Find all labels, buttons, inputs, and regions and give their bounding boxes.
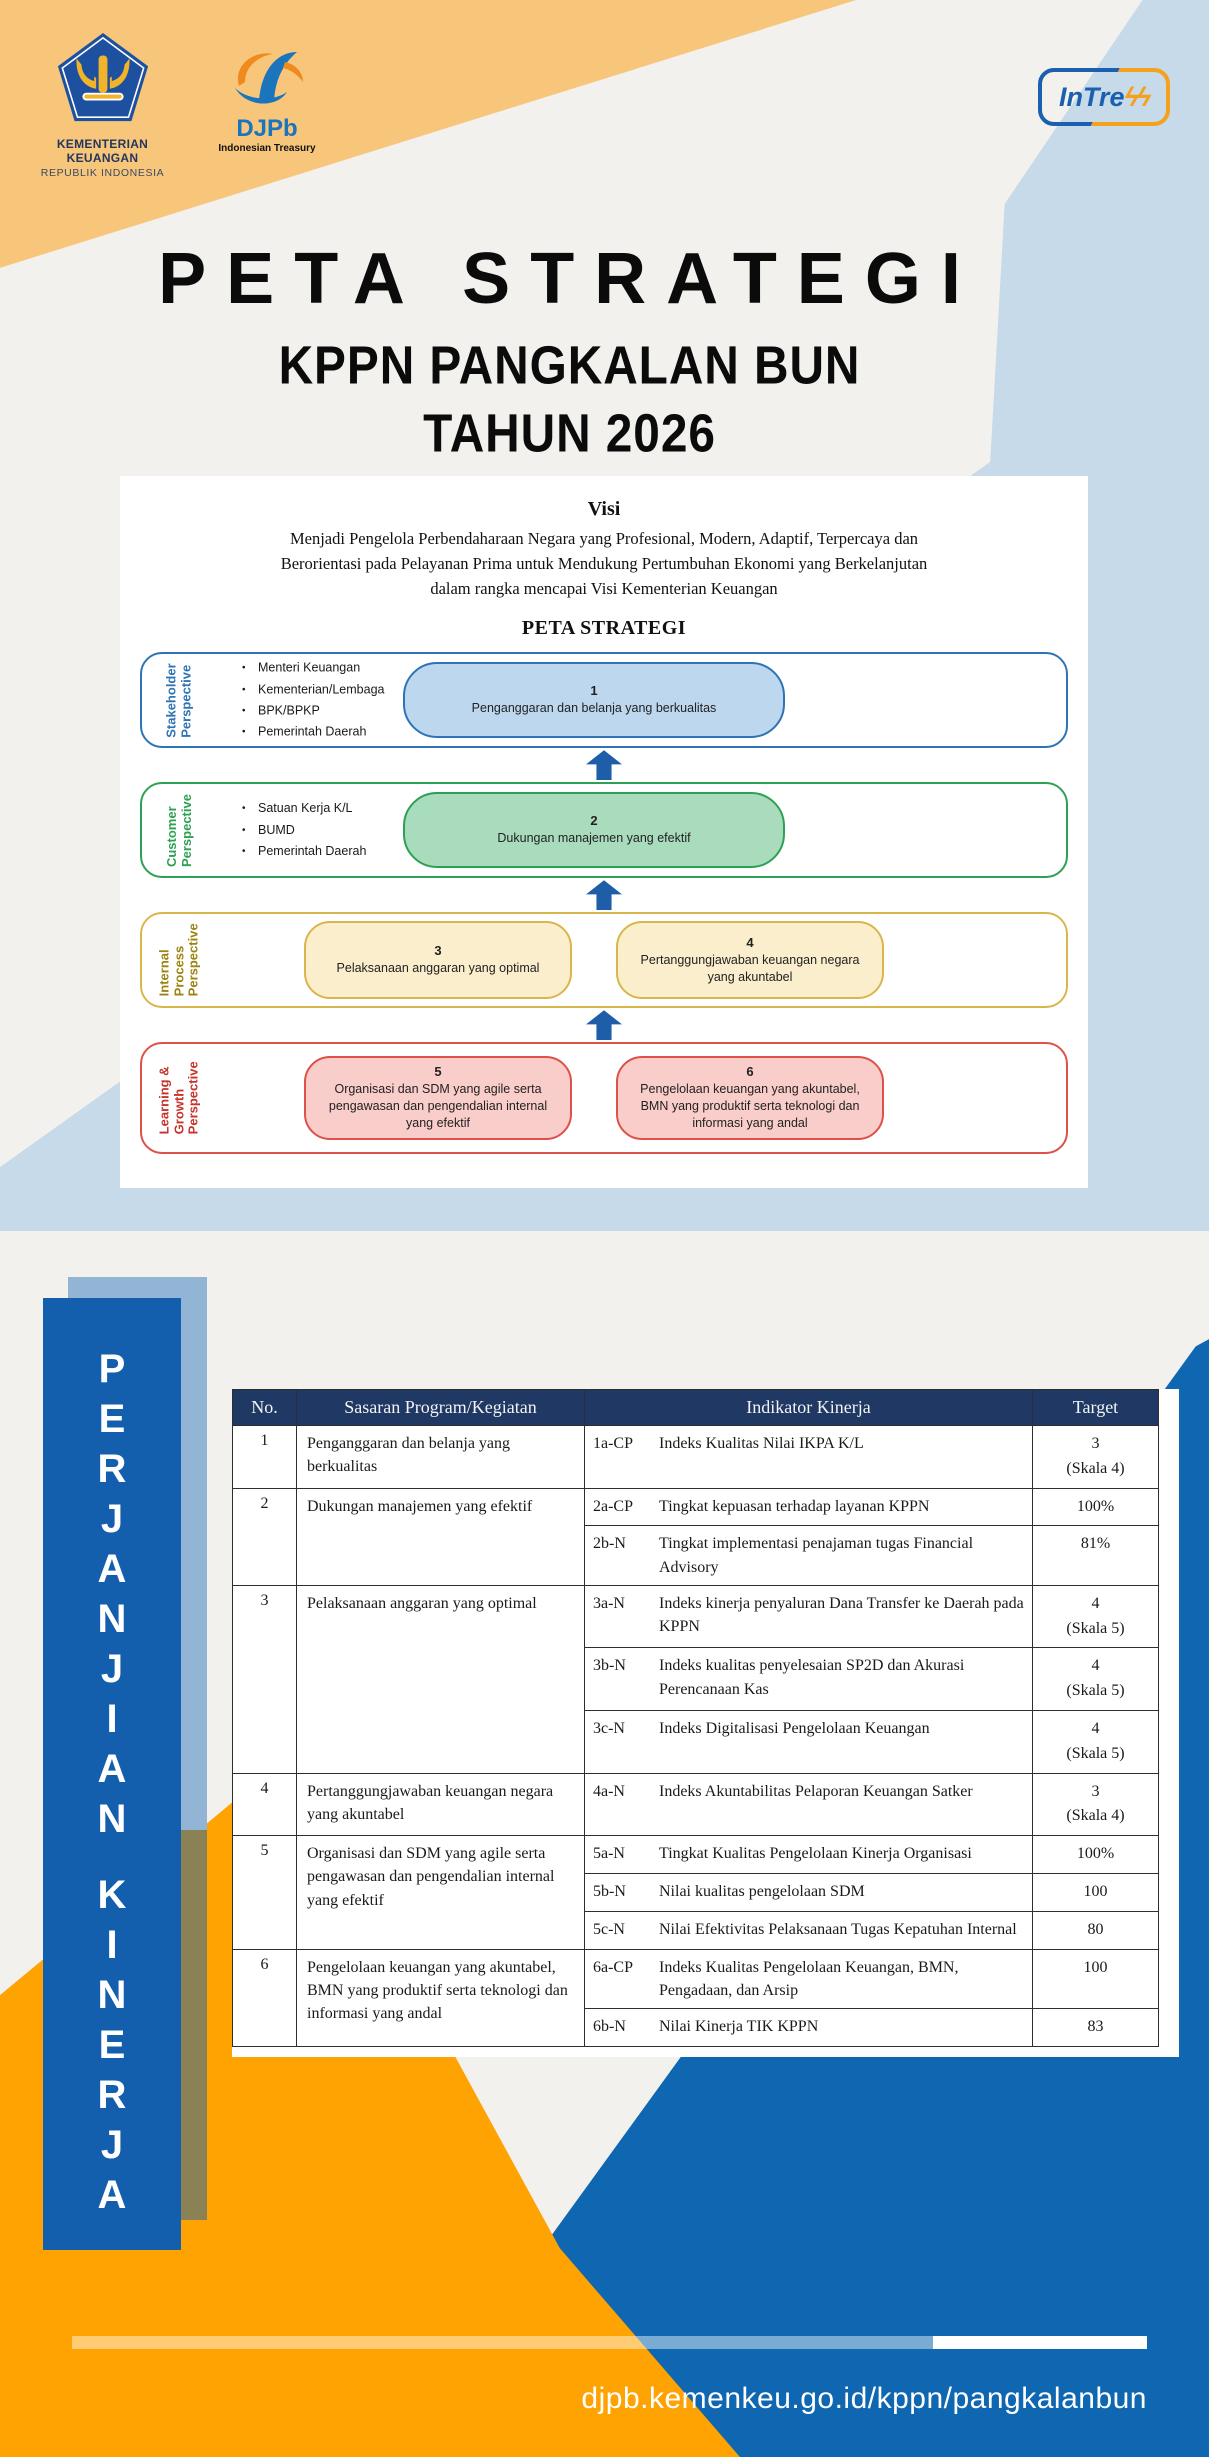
- list-item: • BPK/BPKP: [242, 700, 462, 721]
- cell-target: 3 (Skala 4): [1033, 1773, 1159, 1836]
- table-row: [233, 1773, 1159, 1836]
- list-item: • BUMD: [242, 820, 462, 841]
- cell-target: 100: [1033, 1949, 1159, 2008]
- indicator-code: 4a-N: [593, 1782, 625, 1800]
- indicator-desc: Nilai Efektivitas Pelaksanaan Tugas Kepatuhan Internal: [659, 1920, 1017, 1938]
- cell-indikator: [585, 1949, 1033, 2008]
- strategy-pill-text: Pertanggungjawaban keuangan negara yang akuntabel: [640, 952, 860, 984]
- cell-target: 83: [1033, 2008, 1159, 2046]
- indicator-code: 3a-N: [593, 1594, 625, 1612]
- cell-indikator: [585, 1585, 1033, 1648]
- djpb-swoosh-icon: [225, 40, 309, 110]
- table-header-cell: Indikator Kinerja: [585, 1390, 1033, 1426]
- table-header-cell: Target: [1033, 1390, 1159, 1426]
- banner-letter: K: [97, 1873, 127, 1917]
- cell-target: 80: [1033, 1911, 1159, 1949]
- djpb-logo: [212, 40, 322, 154]
- table-header-cell: Sasaran Program/Kegiatan: [297, 1390, 585, 1426]
- banner-letter: A: [97, 1547, 127, 1591]
- banner-letter: J: [100, 2123, 124, 2167]
- cell-indikator: [585, 1836, 1033, 1874]
- banner-letter: N: [97, 1597, 127, 1641]
- perspective-row-stakeholder: [140, 652, 1068, 748]
- indicator-code: 1a-CP: [593, 1435, 633, 1452]
- indicator-desc: Nilai Kinerja TIK KPPN: [659, 2017, 819, 2035]
- kemenkeu-pentagon-icon: [54, 30, 152, 128]
- perspective-label: Internal Process Perspective: [156, 923, 201, 997]
- strategy-pill: [304, 921, 572, 999]
- perjanjian-kinerja-banner: [43, 1298, 181, 2250]
- strategy-pill-number: 1: [590, 683, 598, 699]
- cell-no: 2: [233, 1488, 297, 1585]
- vision-heading: Visi: [587, 498, 621, 520]
- perspective-label: Stakeholder Perspective: [163, 663, 194, 738]
- cell-target: 4 (Skala 5): [1033, 1648, 1159, 1711]
- cell-indikator: [585, 1911, 1033, 1949]
- cell-target: 3 (Skala 4): [1033, 1426, 1159, 1489]
- indicator-desc: Tingkat kepuasan terhadap layanan KPPN: [659, 1497, 930, 1515]
- cell-no: 3: [233, 1585, 297, 1773]
- cell-indikator: [585, 1426, 1033, 1489]
- indicator-desc: Indeks kinerja penyaluran Dana Transfer ke Daerah pada KPPN: [659, 1594, 1024, 1635]
- perspective-row-learning-growth: [140, 1042, 1068, 1154]
- indicator-code: 6b-N: [593, 2017, 626, 2035]
- indicator-code: 5a-N: [593, 1845, 625, 1863]
- performance-table-card: [232, 1389, 1179, 2057]
- cell-indikator: [585, 1648, 1033, 1711]
- strategy-pill-number: 2: [590, 813, 598, 829]
- footer-url[interactable]: djpb.kemenkeu.go.id/kppn/pangkalanbun: [581, 2382, 1147, 2415]
- perspective-row-customer: [140, 782, 1068, 878]
- strategy-pill: [616, 1056, 884, 1140]
- perspective-pills: [182, 922, 1006, 998]
- footer-divider-bar-solid: [933, 2336, 1147, 2349]
- banner-letter: P: [98, 1347, 126, 1391]
- list-item: • Menteri Keuangan: [242, 658, 462, 679]
- up-arrow-icon: [586, 750, 622, 780]
- banner-letter: E: [98, 1397, 126, 1441]
- indicator-desc: Indeks Kualitas Nilai IKPA K/L: [659, 1435, 864, 1452]
- cell-sasaran: Organisasi dan SDM yang agile serta pengawasan dan pengendalian internal yang efektif: [297, 1836, 585, 1949]
- perspective-label: Customer Perspective: [163, 793, 193, 867]
- cell-indikator: [585, 2008, 1033, 2046]
- bullet-icon: •: [242, 705, 246, 717]
- intress-logo: [1038, 68, 1170, 126]
- bullet-icon: •: [242, 845, 246, 857]
- table-header-row: [233, 1390, 1159, 1426]
- indicator-code: 3b-N: [593, 1657, 626, 1675]
- strategy-pill-text: Dukungan manajemen yang efektif: [497, 831, 691, 846]
- strategy-pill-text: Pelaksanaan anggaran yang optimal: [336, 961, 540, 976]
- indicator-code: 2a-CP: [593, 1497, 633, 1515]
- perspective-rows: [140, 652, 1068, 1154]
- banner-letter: J: [100, 1647, 124, 1691]
- cell-indikator: [585, 1710, 1033, 1773]
- cell-no: 4: [233, 1773, 297, 1836]
- cell-indikator: [585, 1526, 1033, 1585]
- perspective-label: Learning & Growth Perspective: [156, 1061, 201, 1135]
- footer-divider-bar: [72, 2336, 1147, 2349]
- bullet-icon: •: [242, 662, 246, 674]
- cell-sasaran: Penganggaran dan belanja yang berkualitas: [297, 1426, 585, 1489]
- cell-target: 4 (Skala 5): [1033, 1585, 1159, 1648]
- banner-letter: N: [97, 1973, 127, 2017]
- banner-letter: A: [97, 1747, 127, 1791]
- strategy-pill-number: 3: [434, 943, 442, 959]
- perspective-row-internal-process: [140, 912, 1068, 1008]
- cell-target: 100%: [1033, 1836, 1159, 1874]
- cell-target: 4 (Skala 5): [1033, 1710, 1159, 1773]
- strategy-pill-text: Organisasi dan SDM yang agile serta pengawasan dan pengendalian internal yang efektif: [328, 1082, 548, 1131]
- indicator-code: 2b-N: [593, 1535, 626, 1553]
- cell-target: 81%: [1033, 1526, 1159, 1585]
- list-item: • Satuan Kerja K/L: [242, 798, 462, 819]
- banner-letter: I: [106, 1923, 118, 1967]
- ministry-country: REPUBLIK INDONESIA: [40, 167, 165, 179]
- performance-table: [232, 1389, 1159, 2047]
- cell-indikator: [585, 1873, 1033, 1911]
- djpb-wordmark: DJPb: [236, 115, 298, 142]
- strategy-pill: [403, 792, 785, 868]
- strategy-pill-number: 5: [434, 1064, 442, 1080]
- indicator-desc: Indeks Digitalisasi Pengelolaan Keuangan: [659, 1719, 930, 1737]
- cell-sasaran: Pelaksanaan anggaran yang optimal: [297, 1585, 585, 1773]
- perspective-pills: [182, 792, 1006, 868]
- banner-letter: R: [97, 2073, 127, 2117]
- indicator-code: 5b-N: [593, 1882, 626, 1900]
- intress-text: InTre: [1058, 81, 1125, 112]
- strategy-map-title: PETA STRATEGI: [521, 617, 687, 640]
- cell-sasaran: Pengelolaan keuangan yang akuntabel, BMN yang produktif serta teknologi dan informasi yang andal: [297, 1949, 585, 2046]
- cell-indikator: [585, 1488, 1033, 1526]
- table-header-cell: No.: [233, 1390, 297, 1426]
- page-subtitle-office: KPPN PANGKALAN BUN: [278, 335, 861, 397]
- banner-letter: I: [106, 1697, 118, 1741]
- indicator-desc: Tingkat Kualitas Pengelolaan Kinerja Organisasi: [659, 1845, 972, 1863]
- strategy-map-card: [120, 476, 1088, 1188]
- table-row: [233, 1836, 1159, 1874]
- cell-no: 5: [233, 1836, 297, 1949]
- table-row: [233, 1949, 1159, 2008]
- cell-target: 100%: [1033, 1488, 1159, 1526]
- perspective-pills: [182, 662, 1006, 738]
- cell-target: 100: [1033, 1873, 1159, 1911]
- strategy-pill: [304, 1056, 572, 1140]
- list-item: • Kementerian/Lembaga: [242, 679, 462, 700]
- banner-letter: N: [97, 1797, 127, 1841]
- list-item: • Pemerintah Daerah: [242, 722, 462, 743]
- indicator-desc: Nilai kualitas pengelolaan SDM: [659, 1882, 865, 1900]
- djpb-subtitle: Indonesian Treasury: [218, 143, 316, 154]
- perspective-pills: [182, 1052, 1006, 1144]
- strategy-pill-number: 4: [746, 934, 754, 950]
- strategy-pill: [616, 921, 884, 999]
- indicator-desc: Tingkat implementasi penajaman tugas Financial Advisory: [659, 1535, 974, 1576]
- strategy-pill-text: Pengelolaan keuangan yang akuntabel, BMN yang produktif serta teknologi dan informasi yang andal: [640, 1082, 860, 1131]
- strategy-pill-number: 6: [746, 1064, 754, 1080]
- indicator-code: 3c-N: [593, 1719, 625, 1737]
- indicator-code: 5c-N: [593, 1920, 625, 1938]
- cell-no: 1: [233, 1426, 297, 1489]
- up-arrow-icon: [586, 880, 622, 910]
- bullet-icon: •: [242, 824, 246, 836]
- indicator-code: 6a-CP: [593, 1958, 633, 1976]
- kemenkeu-logo: [30, 30, 175, 179]
- page-title: PETA STRATEGI: [158, 239, 981, 319]
- list-item: • Pemerintah Daerah: [242, 841, 462, 862]
- indicator-desc: Indeks Kualitas Pengelolaan Keuangan, BMN, Pengadaan, dan Arsip: [659, 1958, 959, 1999]
- cell-indikator: [585, 1773, 1033, 1836]
- strategy-pill-text: Penganggaran dan belanja yang berkualitas: [471, 701, 717, 716]
- up-arrow-icon: [586, 1010, 622, 1040]
- vision-text: Menjadi Pengelola Perbendaharaan Negara yang Profesional, Modern, Adaptif, Terpercaya dan Berorientasi pada Pelayanan Prima untuk Mendukung Pertumbuhan Ekonomi yang Berkelanjutan dalam rangka mencapai Visi Kementerian Keuangan: [280, 529, 928, 598]
- intress-lightning-icon: ϟϟ: [1124, 81, 1150, 112]
- cell-no: 6: [233, 1949, 297, 2046]
- indicator-desc: Indeks Akuntabilitas Pelaporan Keuangan Satker: [659, 1782, 973, 1800]
- strategy-pill: [403, 662, 785, 738]
- cell-sasaran: Pertanggungjawaban keuangan negara yang akuntabel: [297, 1773, 585, 1836]
- bullet-icon: •: [242, 726, 246, 738]
- banner-letter: R: [97, 1447, 127, 1491]
- table-row: [233, 1585, 1159, 1648]
- ministry-name: KEMENTERIAN KEUANGAN: [56, 137, 149, 165]
- banner-letter: E: [98, 2023, 126, 2067]
- page-subtitle-year: TAHUN 2026: [423, 403, 716, 465]
- table-row: [233, 1488, 1159, 1526]
- table-row: [233, 1426, 1159, 1489]
- cell-sasaran: Dukungan manajemen yang efektif: [297, 1488, 585, 1585]
- bullet-icon: •: [242, 803, 246, 815]
- indicator-desc: Indeks kualitas penyelesaian SP2D dan Akurasi Perencanaan Kas: [659, 1657, 965, 1698]
- banner-letter: J: [100, 1497, 124, 1541]
- banner-letter: A: [97, 2173, 127, 2217]
- bullet-icon: •: [242, 684, 246, 695]
